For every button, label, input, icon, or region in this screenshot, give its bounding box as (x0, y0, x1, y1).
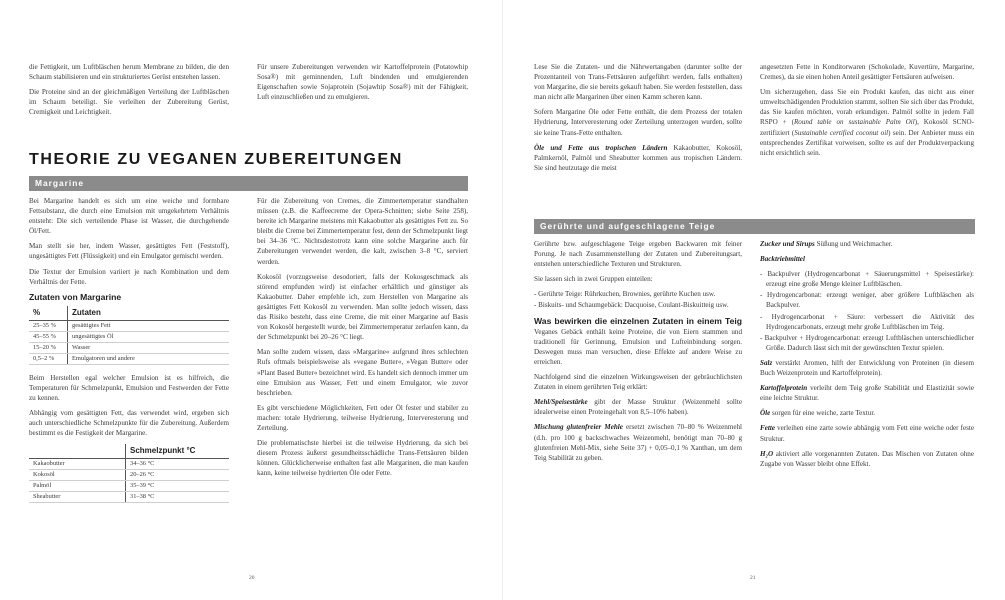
paragraph: Man sollte zudem wissen, dass »Margarine« aufgrund ihres schlechten Rufs oftmals beispielsweise als »vegane Butter«, »Vegan Butter« oder »Plant Based Butter« bezeichnet wird. Es handelt sich dennoch immer um eine Emulsion aus Wasser, Fett und einem Emulgator, wie zuvor beschrieben. (257, 348, 468, 397)
table-cell: 15–20 % (29, 342, 68, 353)
mischung-text: ersetzt zwischen 70–80 % Weizenmehl (d.h. pro 100 g backschwaches Weizenmehl, benötigt man 70–80 g glutenfreien Mehl-Mix, siehe Seite 37) + 0,05–0,1 % Xanthan, um dem Teig Stabilität zu geben. (534, 423, 742, 462)
table-header: % (29, 306, 68, 321)
paragraph: Kokosöl (vorzugsweise desodoriert, falls der Kokosgeschmack als störend empfunden wird) ist einfacher erhältlich und günstiger als Kakaobutter. Daher empfehle ich, zum Herstellen von Margarine als gesättigtes Fett Kokosöl zu verwenden. Man sollte jedoch wissen, dass das Risiko besteht, dass eine Creme, die mit einer Margarine auf Basis von Kokosöl hergestellt wurde, bei Zimmertemperatur zerlaufen kann, da der Schmelzpunkt bei 20–26 °C liegt. (257, 272, 468, 342)
paragraph (760, 87, 974, 158)
table-cell: 35–39 °C (126, 481, 230, 492)
table-header: Zutaten (68, 306, 230, 321)
paragraph (760, 239, 974, 249)
fette-label: Fette (760, 424, 775, 433)
table-row (29, 320, 229, 331)
table-cell: 31–38 °C (126, 492, 230, 503)
paragraph: Lese Sie die Zutaten- und die Nährwertangaben (darunter sollte der Prozentanteil von Trans-Fettsäuren aufgeführt werden, falls enthalten) von Margarine, die sie bereits gekauft haben. Sie werden feststellen, dass man nicht alle Margarinen über einen Kamm scheren kann. (534, 63, 742, 102)
table-header-row (29, 306, 229, 321)
h2o-label: H₂O (760, 449, 774, 458)
table-row (29, 459, 229, 470)
table-cell: Sheabutter (29, 492, 126, 503)
page-number: 20 (249, 575, 255, 581)
paragraph: Bei Margarine handelt es sich um eine weiche und formbare Fettsubstanz, die durch eine Emulsion mit umgekehrtem Verhältnis entsteht: Die sich verteilende Phase ist Wasser, die durchgehende Öl/Fett. (29, 197, 229, 236)
text-run: ) sein. Der Anbieter muss ein entsprechendes Zertifikat vorweisen, sollte es auf der Produktverpackung nicht ersichtlich sein. (760, 128, 974, 157)
paragraph (760, 254, 974, 264)
list-item: - Biskuits- und Schaumgebäck: Dacquoise, Coulant-Biskuitteig usw. (534, 301, 729, 310)
mehl-label: Mehl/Speisestärke (534, 398, 588, 407)
left-page (0, 0, 502, 600)
column-4-body (760, 239, 974, 474)
zutaten-heading: Zutaten von Margarine (29, 291, 122, 302)
paragraph: Nachfolgend sind die einzelnen Wirkungsweisen der gebräuchlichsten Zutaten in einem gerührten Teig erklärt: (534, 373, 742, 392)
table-header-row (29, 444, 229, 459)
paragraph (760, 358, 974, 378)
paragraph (534, 316, 742, 367)
table-row (29, 481, 229, 492)
paragraph (534, 143, 742, 173)
paragraph: Sofern Margarine Öle oder Fette enthält, die dem Prozess der totalen Hydrierung, Interveresterung oder Zerteilung unterzogen wurden, sollte sie keine Trans-Fette enthalten. (534, 108, 742, 137)
paragraph: angesetzten Fette in Konditorwaren (Schokolade, Kuvertüre, Margarine, Cremes), da sie einen hohen Anteil gesättigter Fettsäuren aufweisen. (760, 63, 974, 82)
column-4-top (760, 62, 974, 163)
paragraph: Für unsere Zubereitungen verwenden wir Kartoffelprotein (Potatowhip Sosa®) mit geminnenden, Luft bindenden und emulgierenden Eigenschaften sowie Sojaprotein (Sojawhip Sosa®) mit der Fähigkeit, Luft einzuschließen und zu emulgieren. (257, 63, 468, 102)
list-item: - Hydrogencarbonat + Säure: verbessert die Aktivität des Hydrogencarbonats, erzeugt mehr große Luftbläschen im Teig. (760, 312, 974, 331)
scno-term: Sustainable certified coconut oil (794, 128, 889, 137)
zucker-label: Zucker und Sirups (760, 240, 815, 248)
kartoffel-text: verleiht dem Teig große Stabilität und Elastizität sowie eine leichte Struktur. (760, 384, 974, 403)
zucker-text: Süßung und Weichmacher. (816, 240, 893, 248)
paragraph (534, 422, 742, 462)
paragraph: Die Textur der Emulsion variiert je nach Kombination und dem Verhältnis der Fette. (29, 267, 229, 286)
table-cell: 45–55 % (29, 331, 68, 342)
table-cell: Kokosöl (29, 470, 126, 481)
teige-bar: Gerührte und aufgeschlagene Teige (534, 219, 975, 234)
oele-text: sorgen für eine weiche, zarte Textur. (772, 409, 876, 418)
paragraph (760, 449, 974, 469)
mischung-label: Mischung glutenfreier Mehle (534, 423, 623, 432)
text-run: Um sicherzugehen, dass Sie ein Produkt kaufen, das nicht aus einer umweltschädigenden Produktion stammt, sollten Sie sich über das Produkt, das Sie kaufen möchten, vorab erkundigen. Palmöl sollte in jedem Fall RSPO + ( (760, 88, 974, 127)
column-3-body (534, 239, 742, 468)
paragraph (534, 397, 742, 417)
column-1 (29, 62, 229, 122)
kartoffel-label: Kartoffelprotein (760, 384, 808, 393)
backtrieb-list (760, 269, 974, 353)
table-cell: Kakaobutter (29, 459, 126, 470)
mehl-text: gibt der Masse Struktur (Weizenmehl sollte idealerweise einen Proteingehalt von 8,5–10% haben). (534, 398, 742, 417)
table-header: Schmelzpunkt °C (126, 444, 230, 459)
backtrieb-label: Backtriebmittel (760, 255, 805, 264)
list-item: - Hydrogencarbonat: erzeugt weniger, aber größere Luftbläschen als Backpulver. (760, 291, 974, 310)
list-item: - Backpulver (Hydrogencarbonat + Säuerungsmittel + Speisestärke): erzeugt eine große Menge kleiner Luftbläschen. (760, 270, 974, 289)
fette-text: verleihen eine zarte sowie abhängig vom Fett eine weiche oder feste Struktur. (760, 424, 974, 443)
table-row (29, 342, 229, 353)
list-item: - Gerührte Teige: Rührkuchen, Brownies, gerührte Kuchen usw. (534, 290, 716, 299)
table-row (29, 331, 229, 342)
tropical-text: Kakaobutter, Kokosöl, Palmkernöl, Palmöl und Sheabutter kommen aus tropischen Ländern. Sie sind heutzutage die meist (534, 143, 742, 172)
column-1-body (29, 196, 229, 511)
was-heading: Was bewirken die einzelnen Zutaten in einem Teig (534, 315, 742, 326)
table-cell: 34–36 °C (126, 459, 230, 470)
column-2-top (257, 62, 468, 107)
table-row (29, 353, 229, 364)
paragraph: Die problematischste hierbei ist die teilweise Hydrierung, da sich bei diesem Prozess äußerst gesundheitsschädliche Trans-Fettsäuren bilden können. Glücklicherweise enthalten fast alle Margarinen, die man kaufen kann, keine teilweise hydrierten Öle oder Fette. (257, 439, 468, 478)
paragraph: die Fettigkeit, um Luftbläschen herum Membrane zu bilden, die den Schaum stabilisieren und ein strukturiertes Gerüst entstehen lassen. (29, 63, 229, 82)
paragraph: Abhängig vom gesättigten Fett, das verwendet wird, ergeben sich auch unterschiedliche Schmelzpunkte für die Zubereitung. Außerdem bestimmt es die Festigkeit der Margarine. (29, 409, 229, 438)
paragraph (760, 423, 974, 443)
table-cell: 0,5–2 % (29, 353, 68, 364)
table-cell: gesättigtes Fett (68, 320, 230, 331)
schmelzpunkt-table (29, 444, 229, 503)
paragraph: Die Proteine sind an der gleichmäßigen Verteilung der Luftbläschen im Schaum beteiligt. Sie verleihen der Zubereitung Gerüst, Cremigkeit und Leichtigkeit. (29, 88, 229, 117)
rspo-term: Round table on sustainable Palm Oil (793, 118, 915, 127)
page-number: 21 (750, 575, 756, 581)
zutaten-table (29, 306, 229, 365)
table-cell: Emulgatoren und andere (68, 353, 230, 364)
table-cell: 20–26 °C (126, 470, 230, 481)
salz-text: verstärkt Aromen, hilft der Entwicklung von Proteinen (in diesem Buch Weizenprotein und Kartoffelprotein). (760, 358, 974, 378)
paragraph: Für die Zubereitung von Cremes, die Zimmertemperatur standhalten müssen (z.B. die Kaffeecreme der Opera-Schnitten; siehe Seite 258), bereite ich Margarine meistens mit Kakaobutter als gesättigtes Fett zu. So bleibt die Creme bei Zimmertemperatur fest, denn der Schmelzpunkt liegt bei 34–36 °C. Nichtsdestotrotz kann eine solche Margarine auch für Zubereitungen verwendet werden, die kalt, zwischen 3–8 °C, serviert werden. (257, 197, 468, 266)
paragraph: Man stellt sie her, indem Wasser, gesättigtes Fett (Feststoff), ungesättigtes Fett (Flüssigkeit) und ein Emulgator gemischt werden. (29, 242, 229, 261)
column-3-top (534, 62, 742, 178)
salz-label: Salz (760, 358, 773, 367)
paragraph: Es gibt verschiedene Möglichkeiten, Fett oder Öl fester und stabiler zu machen: totale Hydrierung, teilweise Hydrierung, Interveresterung und Zerteilung. (257, 403, 468, 432)
groups-list (534, 289, 742, 310)
table-header (29, 444, 126, 459)
paragraph (760, 408, 974, 418)
paragraph: Sie lassen sich in zwei Gruppen einteilen: (534, 275, 653, 284)
table-cell: Palmöl (29, 481, 126, 492)
oele-label: Öle (760, 409, 771, 418)
tropical-label: Öle und Fette aus tropischen Ländern (534, 143, 668, 152)
text-run: ), Kokosöl SCNO-zertifiziert ( (760, 118, 975, 137)
list-item: - Backpulver + Hydrogencarbonat: erzeugt Luftbläschen unterschiedlicher Größe. Dadurch lässt sich mit der gewünschten Textur spielen. (760, 333, 974, 352)
column-2-body (257, 196, 468, 483)
section-title: THEORIE ZU VEGANEN ZUBEREITUNGEN (29, 151, 403, 168)
was-text: Veganes Gebäck enthält keine Proteine, die von Eiern stammen und traditionell für Gerinnung, Emulsion und Lufteinbindung sorgen. Deswegen muss man versuchen, diese Effekte auf andere Weise zu erreichen. (534, 327, 742, 366)
table-cell: 25–35 % (29, 320, 68, 331)
paragraph: Beim Herstellen egal welcher Emulsion ist es hilfreich, die Temperaturen für Schmelzpunkt, Emulsion und Festwerden der Fette zu kennen. (29, 373, 229, 403)
paragraph (760, 383, 974, 403)
h2o-text: aktiviert alle vorgenannten Zutaten. Das Mischen von Zutaten ohne Zugabe von Wasser bleibt ohne Effekt. (760, 449, 974, 468)
table-cell: ungesättigtes Öl (68, 331, 230, 342)
table-cell: Wasser (68, 342, 230, 353)
paragraph: Gerührte bzw. aufgeschlagene Teige ergeben Backwaren mit feiner Porung. Je nach Zusammenstellung der Zutaten und Zubereitungsart, entstehen unterschiedliche Texturen und Strukturen. (534, 240, 742, 269)
margarine-bar: Margarine (29, 176, 468, 191)
table-row (29, 470, 229, 481)
table-row (29, 492, 229, 503)
